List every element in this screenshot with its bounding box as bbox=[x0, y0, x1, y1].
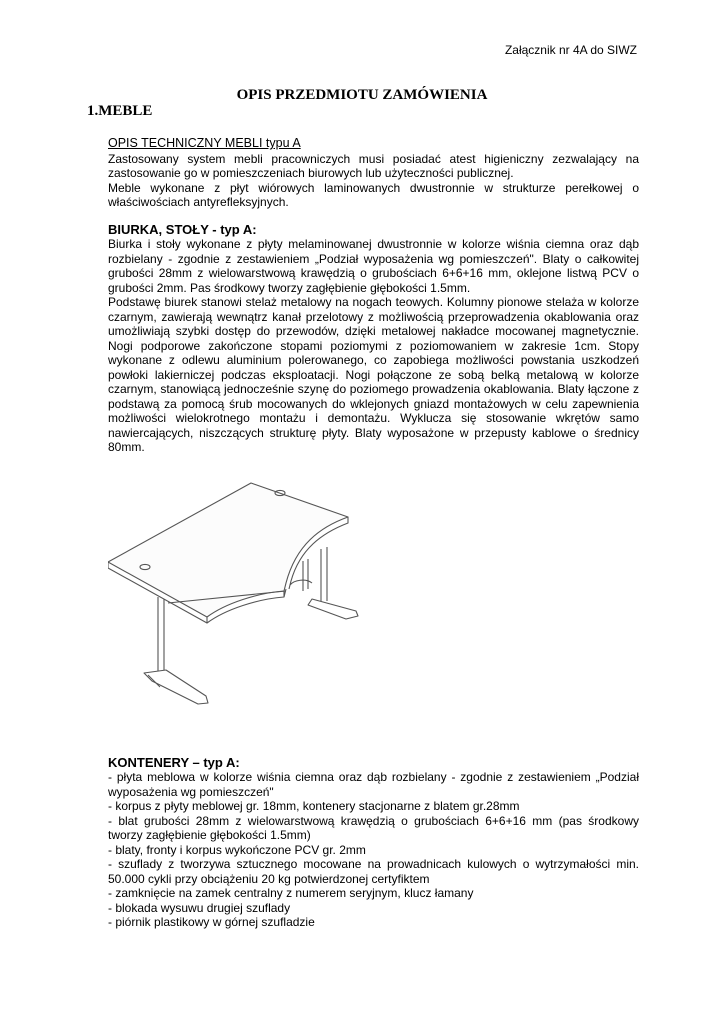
container-spec-item: - piórnik plastikowy w górnej szufladzie bbox=[108, 915, 315, 929]
desk-illustration bbox=[108, 465, 378, 715]
container-spec-item: - korpus z płyty meblowej gr. 18mm, kontenery stacjonarne z blatem gr.28mm bbox=[108, 799, 520, 813]
containers-block bbox=[108, 755, 639, 930]
container-spec-item: - blat grubości 28mm z wielowarstwową krawędzią o grubościach 6+6+16 mm (pas środkowy tworzy zagłębienie głębokości 1.5mm) bbox=[108, 813, 639, 842]
desks-heading: BIURKA, STOŁY - typ A: bbox=[108, 222, 257, 237]
document-title: OPIS PRZEDMIOTU ZAMÓWIENIA bbox=[236, 87, 488, 103]
container-spec-item: - blaty, fronty i korpus wykończone PCV gr. 2mm bbox=[108, 842, 366, 857]
tech-spec-paragraph: Zastosowany system mebli pracowniczych musi posiadać atest higieniczny zezwalający na zastosowanie go w pomieszczeniach biurowych lub użyteczności publicznej. bbox=[108, 151, 639, 180]
desks-paragraph: Podstawę biurek stanowi stelaż metalowy na nogach teowych. Kolumny pionowe stelaża w kolorze czarnym, zawierają wewnątrz kanał przelotowy z możliwością przeprowadzenia okablowania oraz umożliwiają szybki dostęp do przewodów, dzięki metalowej nakładce mocowanej magnetycznie. Nogi podporowe zakończone stopami poziomymi z poziomowaniem w zakresie 1cm. Stopy wykonane z odlewu aluminium polerowanego, co zapobiega możliwości powstania uszkodzeń powłoki lakierniczej podczas eksploatacji. Nogi połączone ze sobą belką metalową w kolorze czarnym, stanowiącą jednocześnie szynę do poziomego prowadzenia okablowania. Blaty łączone z podstawą za pomocą śrub mocowanych do wklejonych gniazd montażowych w celu zapewnienia możliwości wielokrotnego montażu i demontażu. Wyklucza się stosowanie wkrętów samo nawiercających, niszczących strukturę płyty. Blaty wyposażone w przepusty kablowe o średnicy 80mm. bbox=[108, 295, 639, 454]
desks-block bbox=[108, 222, 639, 455]
container-spec-item: - płyta meblowa w kolorze wiśnia ciemna oraz dąb rozbielany - zgodnie z zestawieniem „Podział wyposażenia wg pomieszczeń" bbox=[108, 770, 639, 799]
desks-paragraph: Biurka i stoły wykonane z płyty melaminowanej dwustronnie w kolorze wiśnia ciemna oraz dąb rozbielany - zgodnie z zestawieniem „Podział wyposażenia wg pomieszczeń". Blaty o całkowitej grubości 28mm z wielowarstwową krawędzią o grubościach 6+6+16 mm, oklejone listwą PCV o grubości 2mm. Pas środkowy tworzy zagłębienie głębokości 1.5mm. bbox=[108, 237, 639, 295]
containers-heading: KONTENERY – typ A: bbox=[108, 755, 240, 770]
section-heading: 1.MEBLE bbox=[87, 103, 153, 119]
container-spec-item: - szuflady z tworzywa sztucznego mocowane na prowadnicach kulowych o wytrzymałości min. 50.000 cykli przy obciążeniu 20 kg potwierdzonej certyfiktem bbox=[108, 857, 639, 886]
attachment-label: Załącznik nr 4A do SIWZ bbox=[504, 43, 637, 57]
container-spec-item: - blokada wysuwu drugiej szuflady bbox=[108, 900, 291, 915]
tech-spec-heading: OPIS TECHNICZNY MEBLI typu A bbox=[108, 136, 301, 150]
container-spec-item: - zamknięcie na zamek centralny z numerem seryjnym, klucz łamany bbox=[108, 886, 474, 900]
tech-spec-paragraph: Meble wykonane z płyt wiórowych laminowanych dwustronnie w strukturze perełkowej o właściwościach antyrefleksyjnych. bbox=[108, 180, 639, 209]
tech-spec-block bbox=[108, 136, 639, 210]
